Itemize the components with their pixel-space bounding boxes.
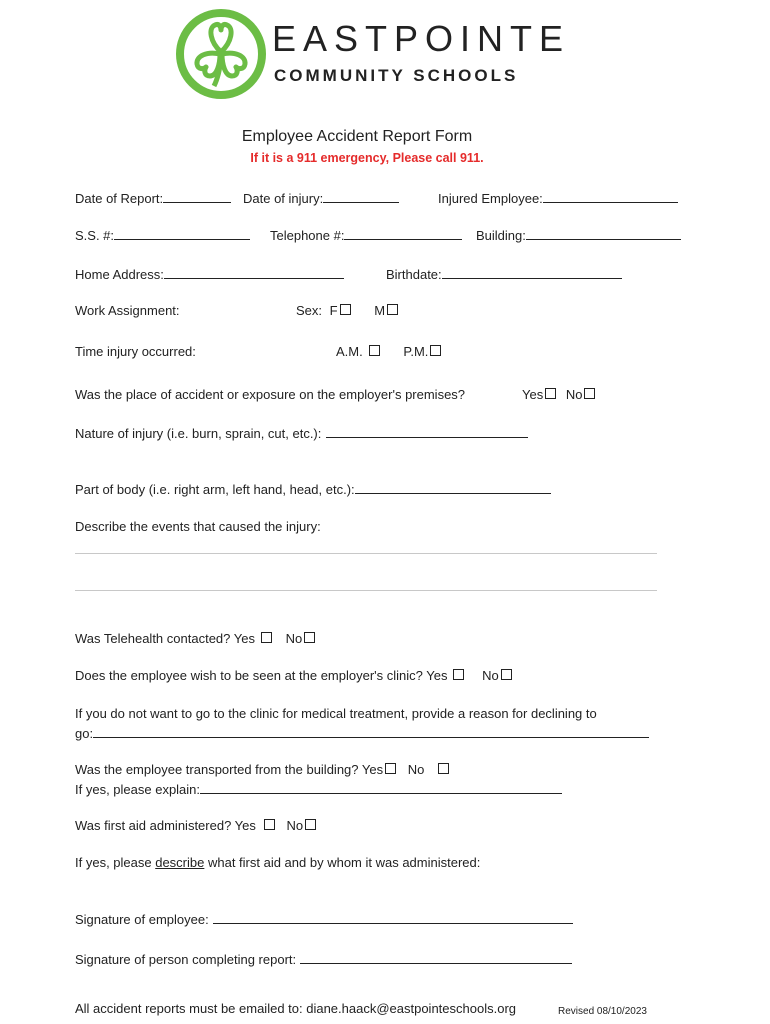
date-of-injury-field[interactable] — [243, 190, 399, 207]
emergency-notice: If it is a 911 emergency, Please call 911. — [250, 151, 484, 165]
sex-f-checkbox[interactable] — [340, 304, 351, 315]
injured-employee-field[interactable] — [438, 190, 678, 207]
birthdate-blank[interactable] — [442, 266, 622, 279]
sex-group — [296, 303, 398, 319]
injured-employee-label: Injured Employee: — [438, 191, 543, 206]
date-of-report-label: Date of Report: — [75, 191, 164, 206]
telehealth-row — [75, 631, 315, 647]
premises-no-checkbox[interactable] — [584, 388, 595, 399]
premises-yes-checkbox[interactable] — [545, 388, 556, 399]
first-aid-describe-word: describe — [155, 855, 205, 870]
sex-m-label: M — [374, 303, 386, 318]
home-address-label: Home Address: — [75, 267, 164, 282]
first-aid-describe — [75, 855, 480, 871]
premises-options — [522, 387, 595, 403]
telehealth-no-label: No — [285, 631, 303, 646]
declining-blank[interactable] — [93, 725, 649, 738]
shamrock-icon — [174, 8, 268, 100]
premises-yes-label: Yes — [522, 387, 544, 402]
explain-field[interactable] — [75, 781, 562, 798]
clinic-no-label: No — [482, 668, 499, 683]
transported-label: Was the employee transported from the building? Yes — [75, 762, 384, 777]
premises-no-label: No — [565, 387, 583, 402]
birthdate-field[interactable] — [386, 266, 622, 283]
first-aid-no-label: No — [286, 818, 304, 833]
date-of-injury-label: Date of injury: — [243, 191, 324, 206]
first-aid-yes-checkbox[interactable] — [264, 819, 275, 830]
sig-employee-blank[interactable] — [213, 911, 573, 924]
clinic-yes-checkbox[interactable] — [453, 669, 464, 680]
ss-number-blank[interactable] — [114, 227, 250, 240]
sex-label: Sex: — [296, 303, 323, 318]
sig-person-field[interactable] — [75, 951, 572, 968]
revised-date: Revised 08/10/2023 — [558, 1006, 647, 1017]
clinic-label: Does the employee wish to be seen at the employer's clinic? Yes — [75, 668, 448, 683]
transported-row — [75, 762, 449, 778]
part-of-body-label: Part of body (i.e. right arm, left hand, head, etc.): — [75, 482, 355, 497]
nature-of-injury-label: Nature of injury (i.e. burn, sprain, cut, etc.): — [75, 426, 322, 441]
work-assignment-label: Work Assignment: — [75, 303, 180, 318]
sig-person-label: Signature of person completing report: — [75, 952, 297, 967]
declining-line-1: If you do not want to go to the clinic for medical treatment, provide a reason for declining to — [75, 706, 597, 721]
part-of-body-blank[interactable] — [355, 481, 551, 494]
time-injury-label: Time injury occurred: — [75, 344, 196, 359]
page-title: Employee Accident Report Form — [241, 128, 473, 145]
org-subtitle: COMMUNITY SCHOOLS — [274, 66, 519, 85]
ss-number-field[interactable] — [75, 227, 250, 244]
date-of-injury-blank[interactable] — [323, 190, 399, 203]
building-blank[interactable] — [526, 227, 681, 240]
pm-label: P.M. — [403, 344, 429, 359]
explain-label: If yes, please explain: — [75, 782, 201, 797]
home-address-blank[interactable] — [164, 266, 344, 279]
first-aid-row — [75, 818, 316, 834]
sex-f-label: F — [329, 303, 338, 318]
first-aid-label: Was first aid administered? Yes — [75, 818, 256, 833]
ss-number-label: S.S. #: — [75, 228, 115, 243]
telehealth-no-checkbox[interactable] — [304, 632, 315, 643]
nature-of-injury-field[interactable] — [75, 425, 528, 442]
describe-events-label: Describe the events that caused the injury: — [75, 519, 321, 534]
am-checkbox[interactable] — [369, 345, 380, 356]
date-of-report-blank[interactable] — [163, 190, 231, 203]
time-group — [336, 344, 441, 360]
sig-employee-label: Signature of employee: — [75, 912, 209, 927]
declining-label: go: — [75, 726, 94, 741]
part-of-body-field[interactable] — [75, 481, 551, 498]
birthdate-label: Birthdate: — [386, 267, 442, 282]
clinic-no-checkbox[interactable] — [501, 669, 512, 680]
sex-m-checkbox[interactable] — [387, 304, 398, 315]
telephone-field[interactable] — [270, 227, 462, 244]
sig-person-blank[interactable] — [300, 951, 572, 964]
transported-no-checkbox[interactable] — [438, 763, 449, 774]
injured-employee-blank[interactable] — [543, 190, 678, 203]
telehealth-label: Was Telehealth contacted? Yes — [75, 631, 255, 646]
premises-question: Was the place of accident or exposure on the employer's premises? — [75, 387, 466, 402]
describe-line-1[interactable] — [75, 553, 657, 554]
sig-employee-field[interactable] — [75, 911, 573, 928]
telephone-label: Telephone #: — [270, 228, 345, 243]
transported-yes-checkbox[interactable] — [385, 763, 396, 774]
date-of-report-field[interactable] — [75, 190, 231, 207]
transported-no-label: No — [407, 762, 425, 777]
telephone-blank[interactable] — [344, 227, 462, 240]
org-name: EASTPOINTE — [272, 18, 571, 59]
describe-line-2[interactable] — [75, 590, 657, 591]
building-label: Building: — [476, 228, 526, 243]
am-label: A.M. — [336, 344, 363, 359]
first-aid-no-checkbox[interactable] — [305, 819, 316, 830]
clinic-row — [75, 668, 512, 684]
declining-field[interactable] — [75, 725, 649, 742]
nature-of-injury-blank[interactable] — [326, 425, 528, 438]
home-address-field[interactable] — [75, 266, 344, 283]
telehealth-yes-checkbox[interactable] — [261, 632, 272, 643]
building-field[interactable] — [476, 227, 681, 244]
first-aid-describe-pre: If yes, please — [75, 855, 156, 870]
explain-blank[interactable] — [200, 781, 562, 794]
email-note: All accident reports must be emailed to: diane.haack@eastpointeschools.org — [75, 1001, 516, 1016]
pm-checkbox[interactable] — [430, 345, 441, 356]
first-aid-describe-post: what first aid and by whom it was administered: — [204, 855, 481, 870]
